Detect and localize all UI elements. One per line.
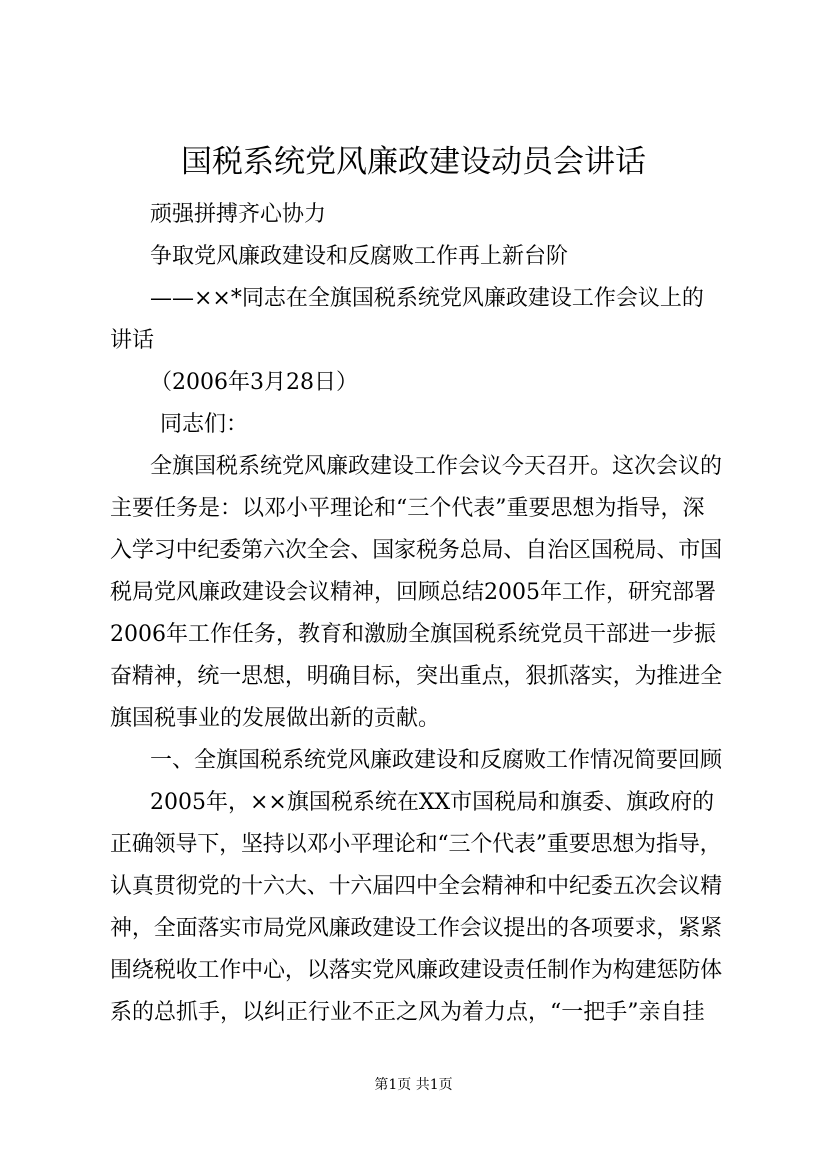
paragraph-line: 2006年工作任务，教育和激励全旗国税系统党员干部进一步振 — [110, 622, 716, 647]
salutation: 同志们： — [160, 412, 249, 437]
page-footer: 第1页 共1页 — [374, 1077, 453, 1093]
paragraph-line: 主要任务是：以邓小平理论和“三个代表”重要思想为指导，深 — [110, 496, 705, 521]
paragraph-line: 全旗国税系统党风廉政建设工作会议今天召开。这次会议的 — [150, 454, 723, 479]
paragraph-line: 正确领导下，坚持以邓小平理论和“三个代表”重要思想为指导， — [110, 832, 722, 857]
paragraph-line: 2005年，××旗国税系统在XX市国税局和旗委、旗政府的 — [150, 790, 715, 815]
section-heading: 一、全旗国税系统党风廉政建设和反腐败工作情况简要回顾 — [150, 748, 723, 773]
date-line: （2006年3月28日） — [150, 370, 358, 395]
paragraph-line: 神，全面落实市局党风廉政建设工作会议提出的各项要求，紧紧 — [110, 916, 723, 941]
document-title: 国税系统党风廉政建设动员会讲话 — [181, 144, 646, 180]
paragraph-line: 旗国税事业的发展做出新的贡献。 — [110, 706, 441, 731]
paragraph-line: 围绕税收工作中心，以落实党风廉政建设责任制作为构建惩防体 — [110, 958, 723, 983]
paragraph-line: 认真贯彻党的十六大、十六届四中全会精神和中纪委五次会议精 — [110, 874, 723, 899]
subtitle-line: 顽强拼搏齐心协力 — [150, 202, 327, 227]
speaker-line: 讲话 — [110, 328, 155, 353]
subtitle-line: 争取党风廉政建设和反腐败工作再上新台阶 — [150, 244, 569, 269]
speaker-line: ——××*同志在全旗国税系统党风廉政建设工作会议上的 — [150, 286, 704, 311]
paragraph-line: 入学习中纪委第六次全会、国家税务总局、自治区国税局、市国 — [110, 538, 723, 563]
paragraph-line: 系的总抓手，以纠正行业不正之风为着力点，“一把手”亲自挂 — [110, 1000, 705, 1025]
paragraph-line: 税局党风廉政建设会议精神，回顾总结2005年工作，研究部署 — [110, 580, 716, 605]
paragraph-line: 奋精神，统一思想，明确目标，突出重点，狠抓落实，为推进全 — [110, 664, 723, 689]
